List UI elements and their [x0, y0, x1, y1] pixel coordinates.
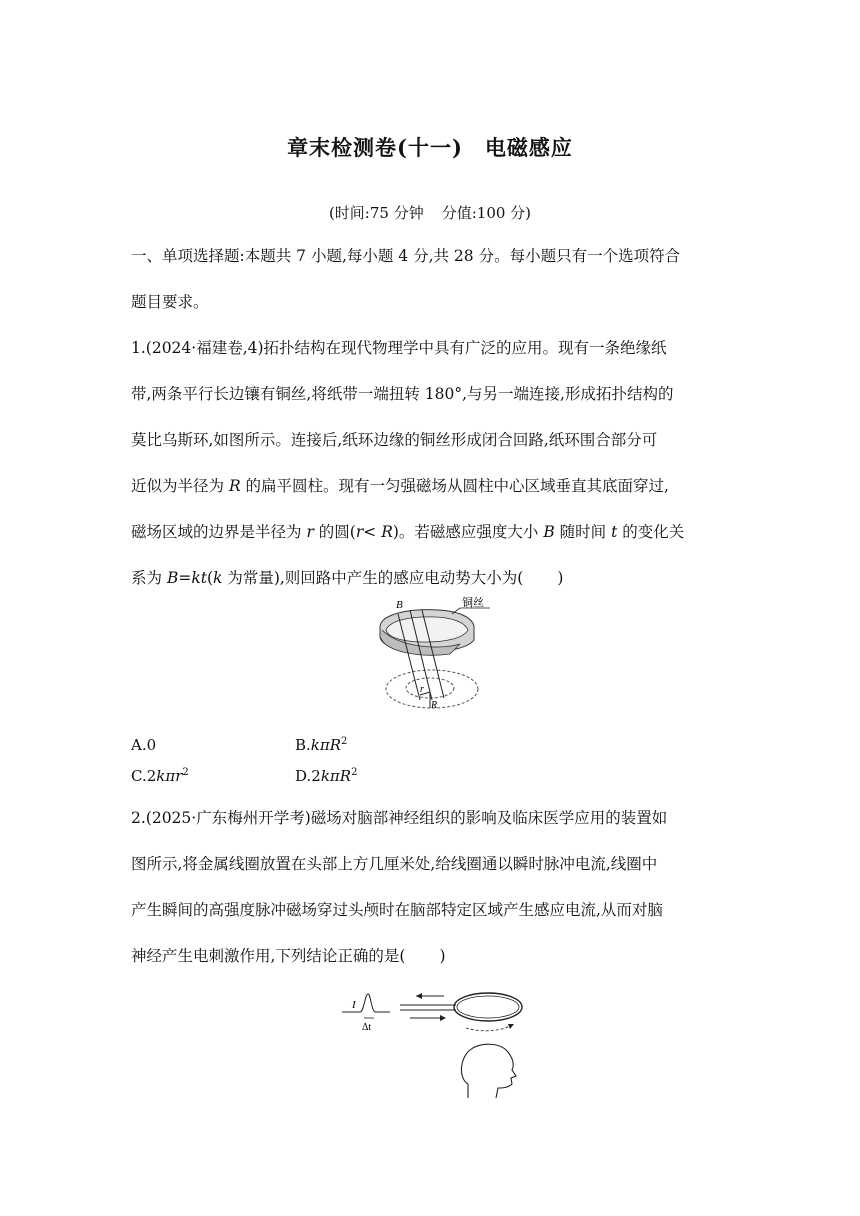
- option-b-prefix: B.: [295, 736, 311, 754]
- coil-current-arrowhead: [508, 1024, 514, 1029]
- pulse-curve: [342, 994, 390, 1012]
- option-c-exp: 2: [182, 767, 189, 778]
- page-title: [0, 132, 860, 162]
- answer-blank-close: ): [439, 947, 446, 965]
- arrow-right-head: [440, 1015, 446, 1021]
- option-a[interactable]: A.0: [131, 736, 157, 754]
- label-r: r: [420, 684, 424, 695]
- q1-text: 近似为半径为: [131, 477, 229, 495]
- q1-text: 的扁平圆柱。现有一匀强磁场从圆柱中心区域垂直其底面穿过,: [240, 477, 669, 495]
- formula-B-kt: B=kt: [166, 569, 207, 587]
- q1-text: )。若磁感应强度大小: [392, 523, 544, 541]
- exam-meta: [0, 202, 860, 223]
- coil-head-figure: [338, 988, 534, 1106]
- symbol-t: t: [611, 523, 618, 541]
- option-d-exp: 2: [351, 767, 358, 778]
- mobius-strip-figure: [360, 596, 500, 724]
- option-c-value: kπr: [156, 767, 183, 785]
- q1-text: (: [206, 569, 213, 587]
- q1-text: 系为: [131, 569, 167, 587]
- q1-line5: [131, 520, 684, 542]
- q1-text: <: [363, 523, 382, 541]
- head-outline: [461, 1044, 516, 1098]
- q1-text: 为常量),则回路中产生的感应电动势大小为(: [222, 569, 524, 587]
- q2-text: 神经产生电刺激作用,下列结论正确的是(: [131, 947, 406, 965]
- symbol-B: B: [543, 523, 555, 541]
- symbol-r: r: [355, 523, 364, 541]
- q1-line6: [131, 566, 563, 588]
- symbol-k: k: [213, 569, 223, 587]
- q1-text: 磁场区域的边界是半径为: [131, 523, 307, 541]
- q2-line2: 图所示,将金属线圈放置在头部上方几厘米处,给线圈通以瞬时脉冲电流,线圈中: [131, 855, 658, 873]
- exam-score: 分值:100 分): [441, 204, 532, 222]
- title-sub: 电磁感应: [484, 135, 573, 160]
- label-delta-t: Δt: [362, 1022, 372, 1033]
- coil-ring-inner: [457, 996, 519, 1018]
- option-b-value: kπR: [310, 736, 342, 754]
- section-heading-line1: 一、单项选择题:本题共 7 小题,每小题 4 分,共 28 分。每小题只有一个选项符合: [131, 247, 681, 265]
- q1-line4: [131, 474, 669, 496]
- q1-line2: 带,两条平行长边镶有铜丝,将纸带一端扭转 180°,与另一端连接,形成拓扑结构的: [131, 385, 674, 403]
- title-main: 章末检测卷(十一): [287, 135, 463, 160]
- coil-current-arrow: [466, 1026, 510, 1031]
- symbol-R: R: [381, 523, 393, 541]
- q2-line1: 2.(2025·广东梅州开学考)磁场对脑部神经组织的影响及临床医学应用的装置如: [131, 809, 668, 827]
- option-b-exp: 2: [341, 736, 348, 747]
- symbol-r: r: [306, 523, 314, 541]
- arrow-left-head: [416, 993, 422, 999]
- exam-time: (时间:75 分钟: [328, 204, 424, 222]
- q2-line3: 产生瞬间的高强度脉冲磁场穿过头颅时在脑部特定区域产生感应电流,从而对脑: [131, 901, 663, 919]
- option-c-prefix: C.2: [131, 767, 157, 785]
- symbol-R: R: [228, 477, 241, 495]
- q1-text: 的变化关: [617, 523, 685, 541]
- option-b[interactable]: [295, 736, 347, 754]
- label-B: B: [396, 599, 403, 611]
- option-d[interactable]: [295, 767, 357, 785]
- q2-line4: [131, 944, 446, 966]
- q1-line1: 1.(2024·福建卷,4)拓扑结构在现代物理学中具有广泛的应用。现有一条绝缘纸: [131, 339, 667, 357]
- option-d-value: kπR: [320, 767, 352, 785]
- q1-text: 的圆(: [313, 523, 356, 541]
- section-heading-line2: 题目要求。: [131, 293, 209, 311]
- q1-text: 随时间: [554, 523, 612, 541]
- label-R: R: [431, 700, 438, 711]
- label-I: I: [352, 999, 356, 1011]
- coil-ring: [454, 993, 522, 1021]
- answer-blank-close: ): [557, 569, 564, 587]
- label-copper-wire: 铜丝: [462, 596, 484, 609]
- option-d-prefix: D.2: [295, 767, 321, 785]
- q1-line3: 莫比乌斯环,如图所示。连接后,纸环边缘的铜丝形成闭合回路,纸环围合部分可: [131, 431, 658, 449]
- option-c[interactable]: [131, 767, 189, 785]
